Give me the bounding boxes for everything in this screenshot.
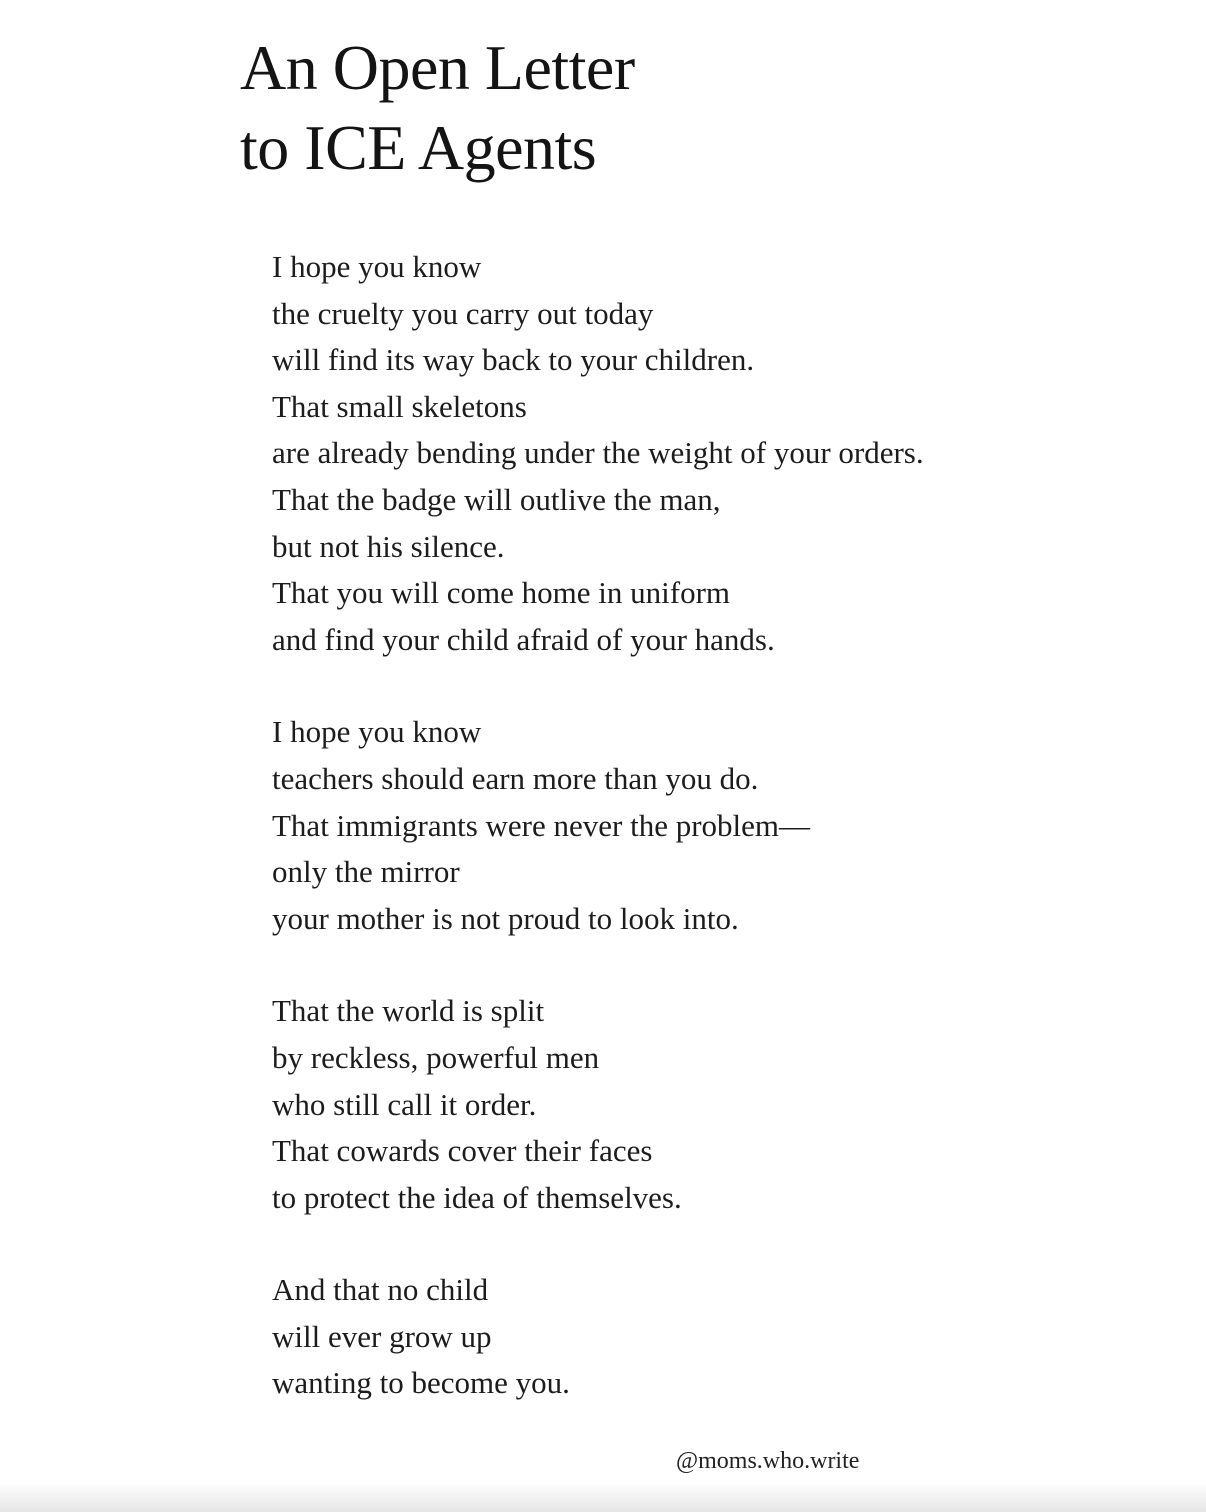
poem-line: who still call it order. bbox=[272, 1086, 537, 1122]
poem-line: are already bending under the weight of your orders. bbox=[272, 435, 924, 471]
poem-line: teachers should earn more than you do. bbox=[272, 760, 759, 796]
stanza-2 bbox=[272, 709, 1072, 942]
poem-line: the cruelty you carry out today bbox=[272, 295, 654, 331]
page-title bbox=[240, 28, 635, 188]
poem-line: That cowards cover their faces bbox=[272, 1133, 653, 1169]
poem-line: will ever grow up bbox=[272, 1318, 492, 1354]
poem-body bbox=[272, 244, 1072, 1453]
poem-line: your mother is not proud to look into. bbox=[272, 900, 739, 936]
poem-line: by reckless, powerful men bbox=[272, 1039, 600, 1075]
bottom-shade bbox=[0, 1482, 1206, 1512]
poem-line: and find your child afraid of your hands. bbox=[272, 621, 775, 657]
poem-line: wanting to become you. bbox=[272, 1365, 570, 1401]
poem-line: That small skeletons bbox=[272, 388, 527, 424]
stanza-4 bbox=[272, 1267, 1072, 1407]
poem-line: I hope you know bbox=[272, 714, 482, 750]
poem-line: And that no child bbox=[272, 1272, 489, 1308]
stanza-1 bbox=[272, 244, 1072, 663]
author-handle: @moms.who.write bbox=[676, 1448, 860, 1474]
poem-line: but not his silence. bbox=[272, 528, 505, 564]
poem-line: I hope you know bbox=[272, 249, 482, 284]
poem-line: That you will come home in uniform bbox=[272, 575, 731, 611]
poem-line: That the world is split bbox=[272, 993, 545, 1029]
stanza-3 bbox=[272, 988, 1072, 1221]
poem-line: That immigrants were never the problem— bbox=[272, 807, 811, 843]
poem-line: will find its way back to your children. bbox=[272, 342, 755, 378]
poem-line: That the badge will outlive the man, bbox=[272, 481, 721, 517]
poem-line: only the mirror bbox=[272, 854, 460, 890]
title-line-1: An Open Letter bbox=[240, 32, 635, 103]
poem-line: to protect the idea of themselves. bbox=[272, 1179, 682, 1215]
title-line-2: to ICE Agents bbox=[240, 112, 597, 183]
